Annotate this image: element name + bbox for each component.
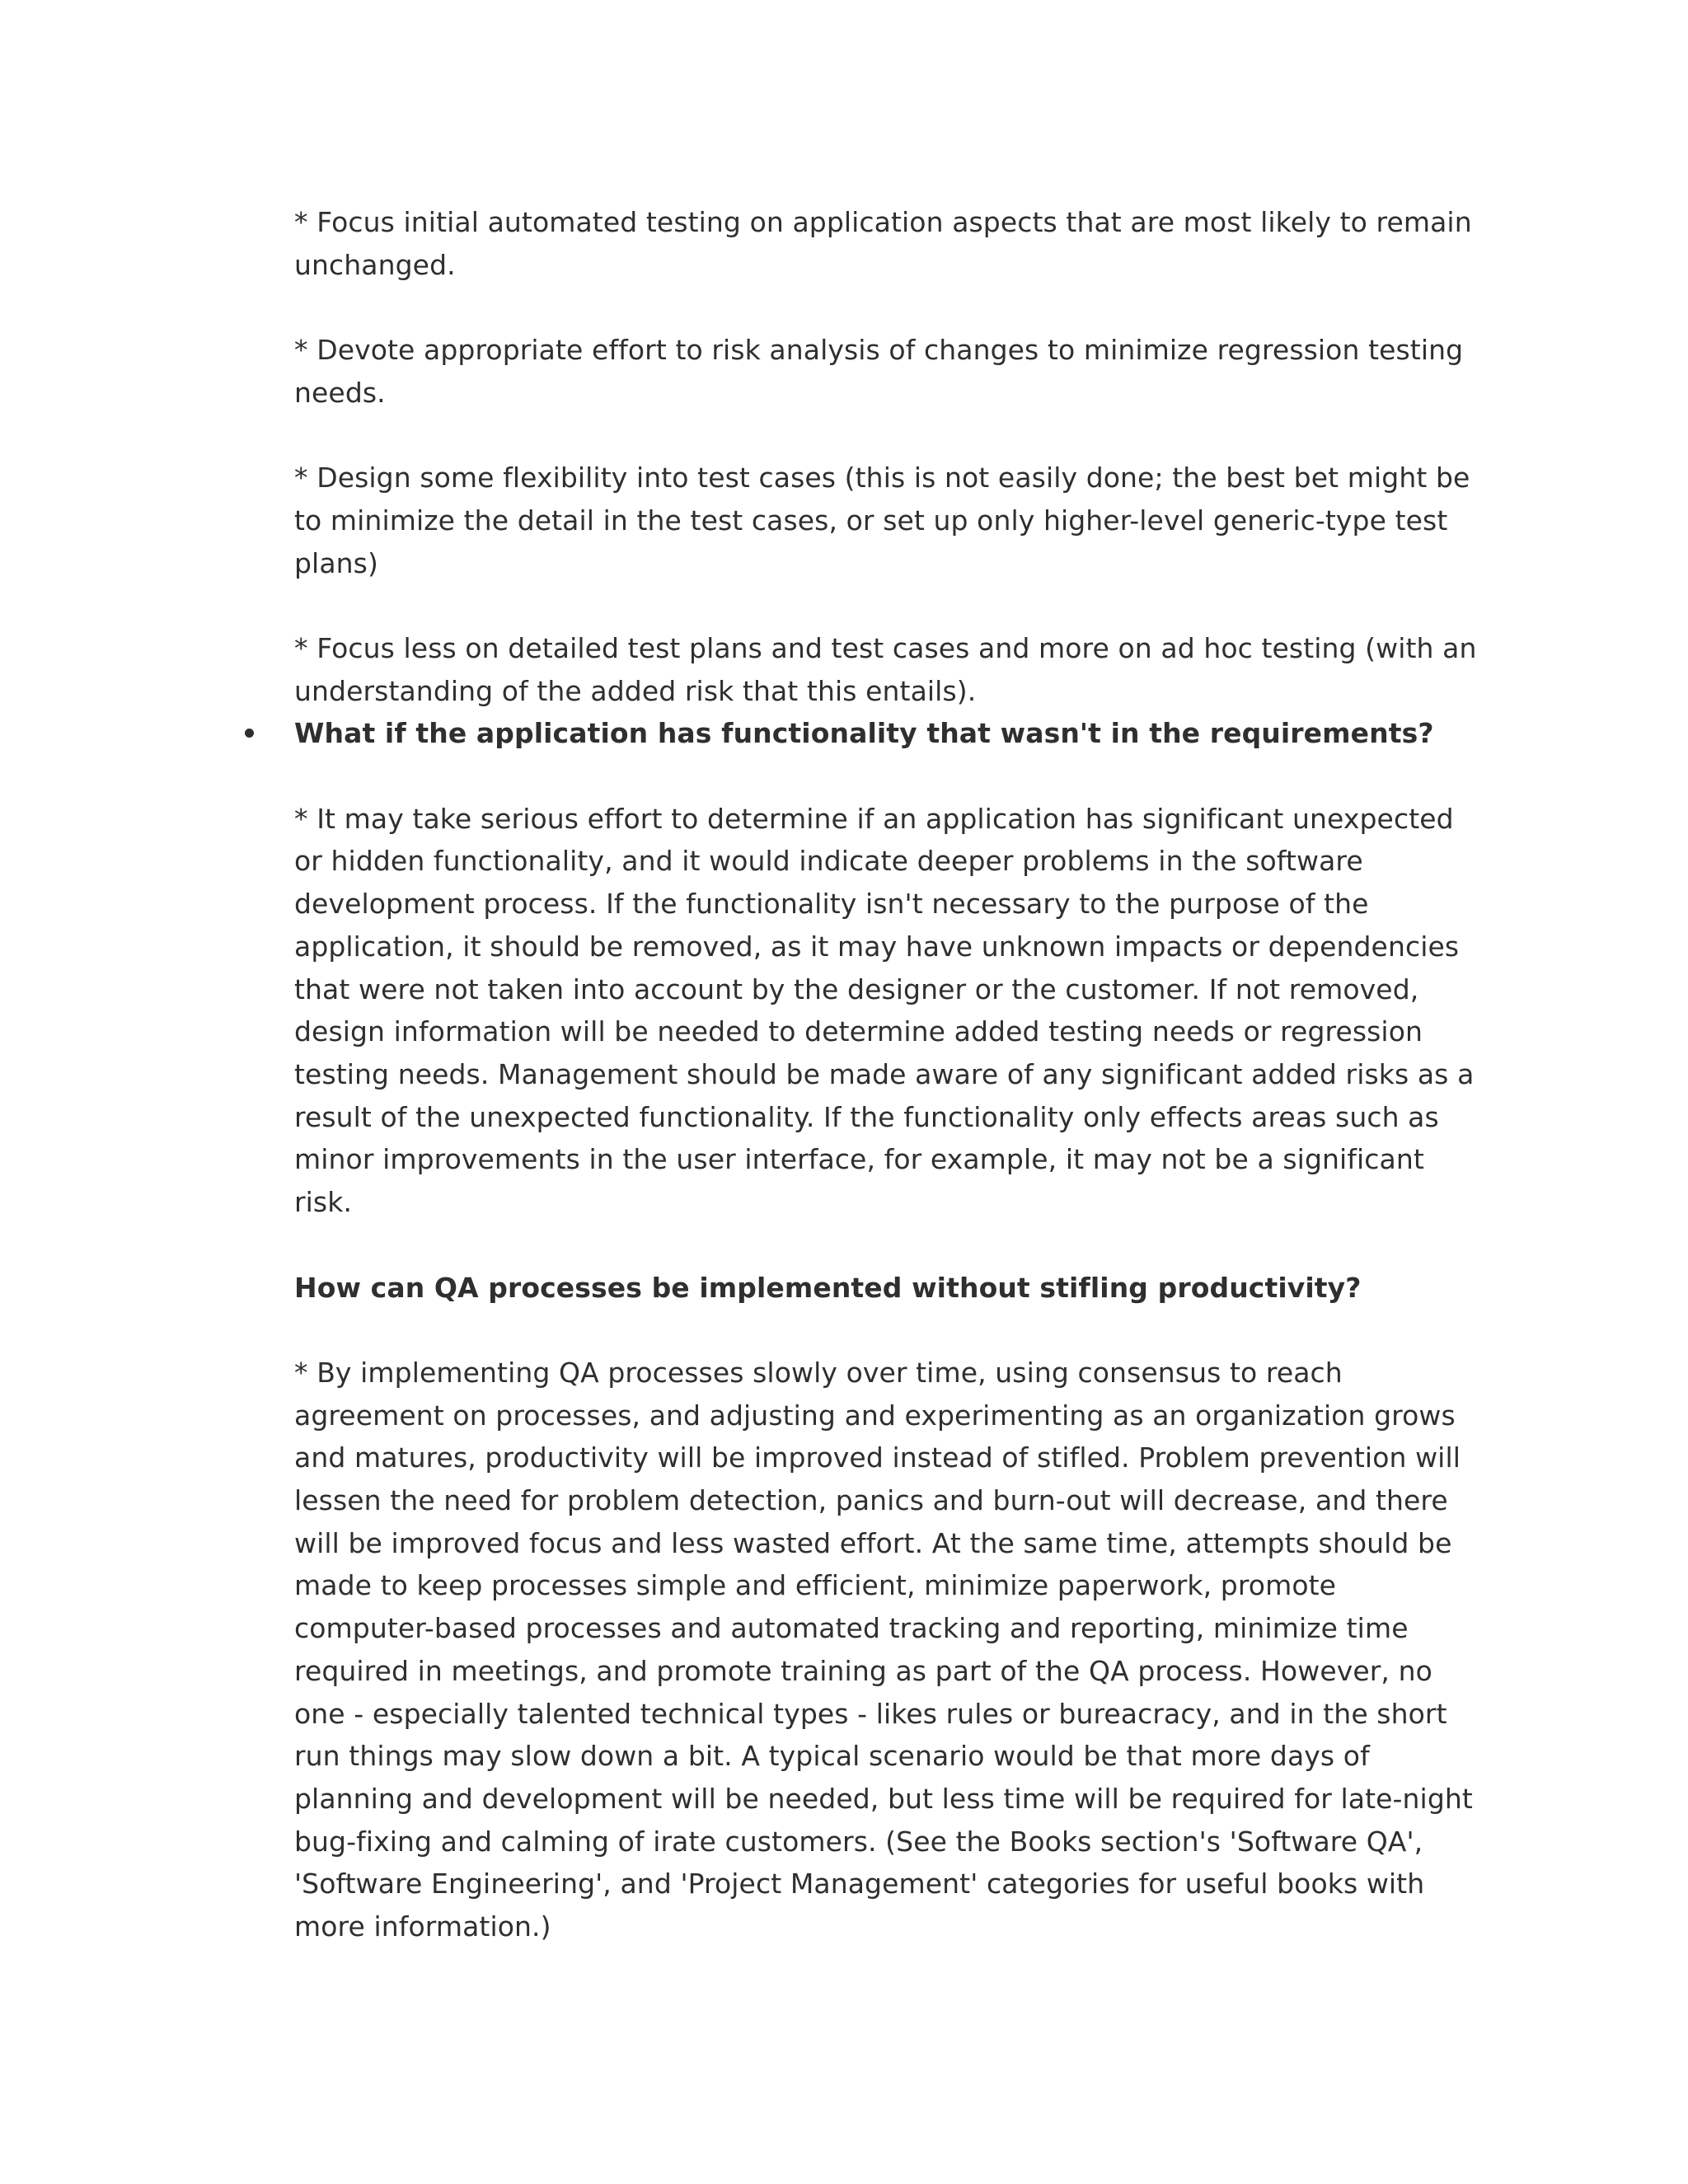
answer-paragraph: * It may take serious effort to determine if an application has significant unexpected or hidden functionality, and it would indicate deeper problems in the software development process. If the functionality isn't necessary to the purpose of the application, it should be removed, as it may have unknown impacts or dependencies that were not taken into account by the designer or the customer. If not removed, design information will be needed to determine added testing needs or regression testing needs. Management should be made aware of any significant added risks as a result of the unexpected functionality. If the functionality only effects areas such as minor improvements in the user interface, for example, it may not be a significant risk. [294, 802, 1475, 1219]
spacer [294, 1309, 1481, 1352]
tip-focus-less: * Focus less on detailed test plans and test cases and more on ad hoc testing (with an understanding of the added risk that this entails). [294, 631, 1477, 707]
question-heading: How can QA processes be implemented without stifling productivity? [294, 1271, 1362, 1304]
spacer [294, 415, 1481, 457]
tip-devote-effort: * Devote appropriate effort to risk analysis of changes to minimize regression testing needs. [294, 334, 1464, 409]
tip-design-flexibility: * Design some flexibility into test cases (this is not easily done; the best bet might be to minimize the detail in the test cases, or set up only higher-level generic-type test plans) [294, 462, 1470, 579]
list-item [294, 712, 1481, 755]
spacer [294, 584, 1481, 627]
tip-focus-initial: * Focus initial automated testing on application aspects that are most likely to remain unchanged. [294, 206, 1472, 281]
spacer [294, 1224, 1481, 1267]
bullet-icon [245, 729, 254, 738]
spacer [294, 286, 1481, 329]
content-column [294, 201, 1481, 1948]
answer-paragraph: * By implementing QA processes slowly over time, using consensus to reach agreement on processes, and adjusting and experimenting as an organization grows and matures, productivity will be improved instead of stifled. Problem prevention will lessen the need for problem detection, panics and burn-out will decrease, and there will be improved focus and less wasted effort. At the same time, attempts should be made to keep processes simple and efficient, minimize paperwork, promote computer-based processes and automated tracking and reporting, minimize time required in meetings, and promote training as part of the QA process. However, no one - especially talented technical types - likes rules or bureacracy, and in the short run things may slow down a bit. A typical scenario would be that more days of planning and development will be needed, but less time will be required for late-night bug-fixing and calming of irate customers. (See the Books section's 'Software QA', 'Software Engineering', and 'Project Management' categories for useful books with more information.) [294, 1356, 1473, 1943]
question-heading: What if the application has functionality that wasn't in the requirements? [294, 717, 1434, 750]
spacer [294, 755, 1481, 798]
